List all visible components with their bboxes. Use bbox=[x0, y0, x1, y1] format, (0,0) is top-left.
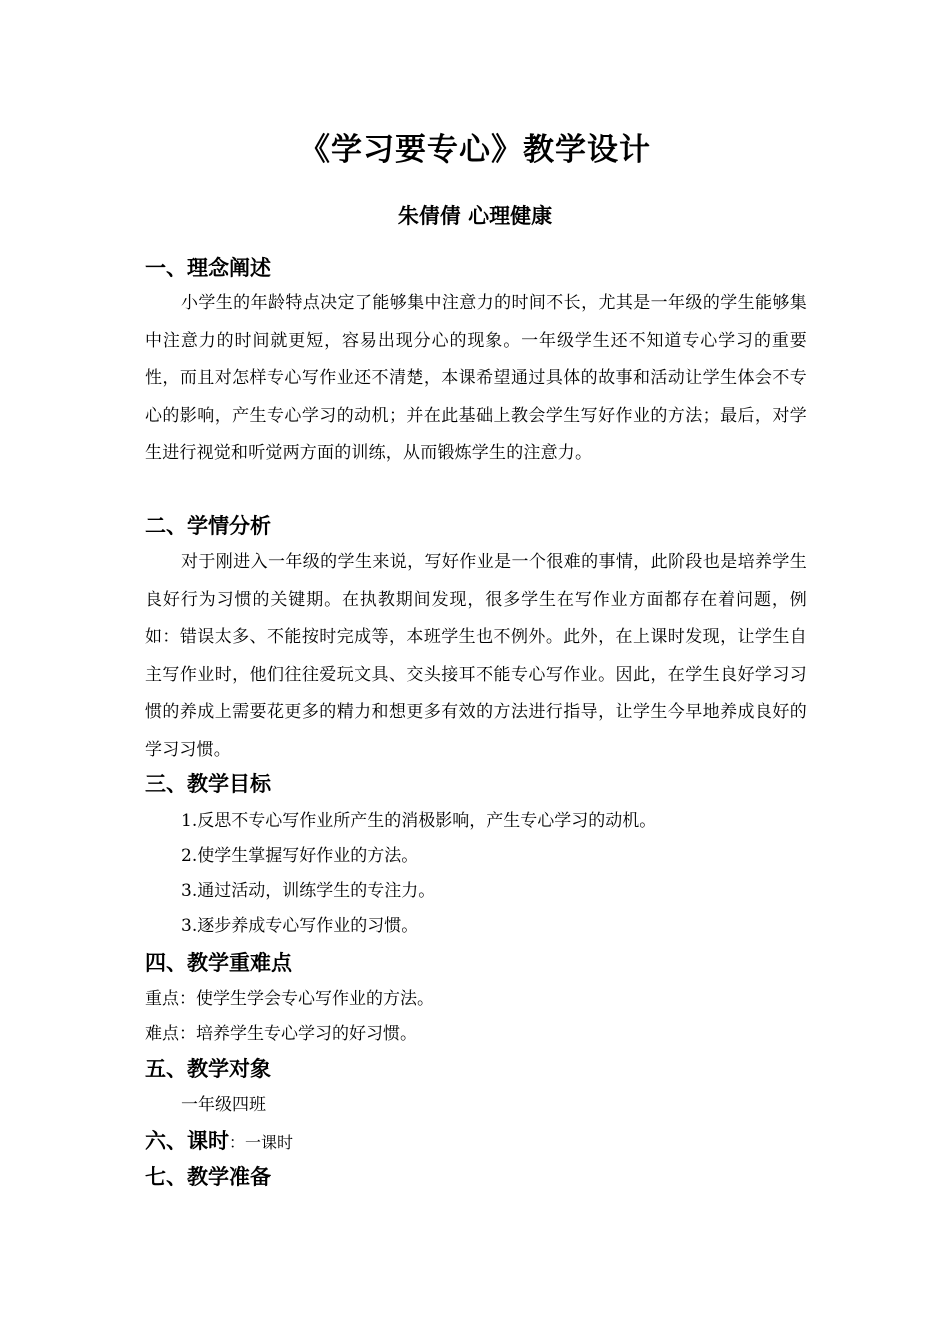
section-heading-audience: 五、教学对象 bbox=[145, 1057, 271, 1081]
audience-item: 一年级四班 bbox=[181, 1095, 266, 1115]
section-heading-goals: 三、教学目标 bbox=[145, 772, 271, 796]
class-hours-value: ：一课时 bbox=[229, 1133, 294, 1152]
goal-item: 1.反思不专心写作业所产生的消极影响，产生专心学习的动机。 bbox=[181, 811, 657, 831]
section-heading-class-hours bbox=[145, 1125, 293, 1159]
section-heading-preparation: 七、教学准备 bbox=[145, 1165, 271, 1189]
section-heading-concept: 一、理念阐述 bbox=[145, 256, 271, 280]
section-heading-analysis: 二、学情分析 bbox=[145, 514, 271, 538]
section-paragraph-analysis: 对于刚进入一年级的学生来说，写好作业是一个很难的事情，此阶段也是培养学生良好行为习惯的关键期。在执教期间发现，很多学生在写作业方面都存在着问题，例如：错误太多、不能按时完成等，本班学生也不例外。此外，在上课时发现，让学生自主写作业时，他们往往爱玩文具、交头接耳不能专心写作业。因此，在学生良好学习习惯的养成上需要花更多的精力和想更多有效的方法进行指导，让学生今早地养成良好的学习习惯。 bbox=[145, 552, 807, 760]
key-point-item: 重点：使学生学会专心写作业的方法。 bbox=[145, 989, 434, 1009]
class-hours-label: 六、课时 bbox=[145, 1129, 229, 1153]
author-subject: 朱倩倩 心理健康 bbox=[397, 204, 553, 228]
goal-item: 2.使学生掌握写好作业的方法。 bbox=[181, 846, 419, 866]
document-title: 《学习要专心》教学设计 bbox=[299, 132, 651, 168]
section-paragraph-concept: 小学生的年龄特点决定了能够集中注意力的时间不长，尤其是一年级的学生能够集中注意力的时间就更短，容易出现分心的现象。一年级学生还不知道专心学习的重要性，而且对怎样专心写作业还不清楚，本课希望通过具体的故事和活动让学生体会不专心的影响，产生专心学习的动机；并在此基础上教会学生写好作业的方法；最后，对学生进行视觉和听觉两方面的训练，从而锻炼学生的注意力。 bbox=[145, 293, 807, 463]
goal-item: 3.逐步养成专心写作业的习惯。 bbox=[181, 916, 419, 936]
section-heading-key-points: 四、教学重难点 bbox=[145, 951, 292, 975]
difficult-point-item: 难点：培养学生专心学习的好习惯。 bbox=[145, 1024, 417, 1044]
goal-item: 3.通过活动，训练学生的专注力。 bbox=[181, 881, 436, 901]
